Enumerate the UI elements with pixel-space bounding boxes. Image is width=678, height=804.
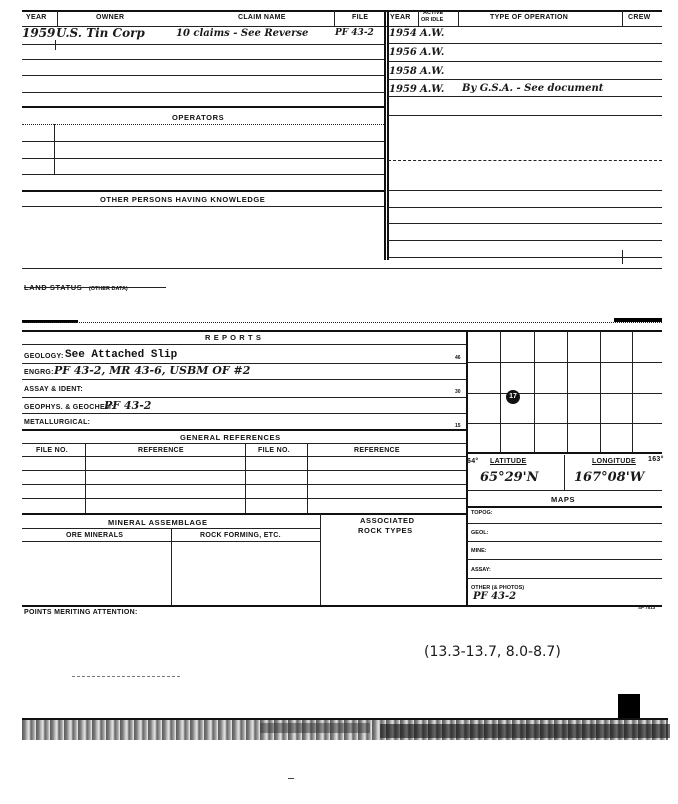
col-header-claim-name: CLAIM NAME (238, 14, 286, 21)
owner-entry-file: PF 43-2 (335, 28, 374, 38)
assay-label: ASSAY & IDENT: (24, 386, 84, 393)
maps-other-label: OTHER (& PHOTOS) (471, 585, 525, 591)
col-header-type-of-operation: TYPE OF OPERATION (490, 14, 569, 21)
activity-year-3: 1958 (389, 66, 417, 77)
col-header-year: YEAR (26, 14, 47, 21)
activity-year-4: 1959 (389, 84, 417, 95)
owner-entry-claim-name: 10 claims - See Reverse (176, 28, 309, 39)
col-header-crew: CREW (628, 14, 651, 21)
lat-prefix: 64° (467, 458, 479, 465)
col-header-file: FILE (352, 14, 369, 21)
land-status-heading (24, 277, 128, 295)
land-status-sub: (OTHER DATA) (88, 286, 128, 292)
gr-reference-2: REFERENCE (354, 447, 400, 454)
land-status-title: LAND STATUS (24, 283, 83, 292)
maps-assay-label: ASSAY: (471, 567, 491, 573)
activity-status-3: A.W. (420, 66, 445, 77)
maps-mine-label: MINE: (471, 548, 487, 554)
col-header-or-idle: OR IDLE (421, 17, 444, 23)
associated-rock-types-2: ROCK TYPES (358, 526, 413, 535)
activity-year-1: 1954 (389, 28, 417, 39)
engrg-value: PF 43-2, MR 43-6, USBM OF #2 (54, 364, 251, 377)
maps-geol-label: GEOL: (471, 530, 489, 536)
gr-reference-1: REFERENCE (138, 447, 184, 454)
activity-status-1: A.W. (420, 28, 445, 39)
reports-title: R E P O R T S (205, 333, 262, 342)
engrg-label: ENGRG: (24, 369, 54, 376)
margin-30: 30 (455, 389, 461, 395)
grid-location-marker: 17 (506, 390, 520, 404)
general-references-title: GENERAL REFERENCES (180, 433, 281, 442)
rock-forming-label: ROCK FORMING, ETC. (200, 532, 281, 539)
col-header-active: ACTIVE (423, 10, 444, 16)
geology-value: See Attached Slip (65, 349, 178, 361)
owner-entry-owner: U.S. Tin Corp (56, 26, 145, 40)
mineral-assemblage-title: MINERAL ASSEMBLAGE (108, 518, 208, 527)
gr-file-no-2: FILE NO. (258, 447, 290, 454)
operators-title: OPERATORS (172, 113, 225, 122)
gr-file-no-1: FILE NO. (36, 447, 68, 454)
longitude-value: 167°08'W (574, 470, 645, 485)
maps-topog-label: TOPOG: (471, 510, 493, 516)
col-header-year-2: YEAR (390, 14, 411, 21)
col-header-owner: OWNER (96, 14, 125, 21)
geophys-label: GEOPHYS. & GEOCHEM: (24, 404, 114, 411)
points-meriting-attention: POINTS MERITING ATTENTION: (24, 609, 138, 616)
associated-rock-types-1: ASSOCIATED (360, 516, 415, 525)
margin-46: 46 (455, 355, 461, 361)
lon-suffix: 163° (648, 456, 664, 463)
maps-title: MAPS (551, 495, 576, 504)
activity-year-2: 1956 (389, 47, 417, 58)
geophys-value: PF 43-2 (104, 399, 152, 412)
maps-other-value: PF 43-2 (473, 591, 517, 602)
activity-status-4: A.W. (420, 84, 445, 95)
scan-block (618, 694, 640, 718)
geology-label: GEOLOGY: (24, 353, 64, 360)
other-persons-title: OTHER PERSONS HAVING KNOWLEDGE (100, 195, 266, 204)
latitude-label: LATITUDE (490, 458, 527, 465)
owner-entry-year: 1959 (22, 26, 56, 40)
metallurgical-label: METALLURGICAL: (24, 419, 91, 426)
activity-operation-4: By G.S.A. - See document (462, 83, 604, 94)
activity-status-2: A.W. (420, 47, 445, 58)
longitude-label: LONGITUDE (592, 458, 636, 465)
form-number: SP 7513 (638, 605, 656, 610)
latitude-value: 65°29'N (480, 470, 539, 485)
scan-dash (72, 676, 180, 677)
margin-15: 15 (455, 423, 461, 429)
ore-minerals-label: ORE MINERALS (66, 532, 124, 539)
coordinates-note: (13.3-13.7, 8.0-8.7) (424, 644, 561, 660)
